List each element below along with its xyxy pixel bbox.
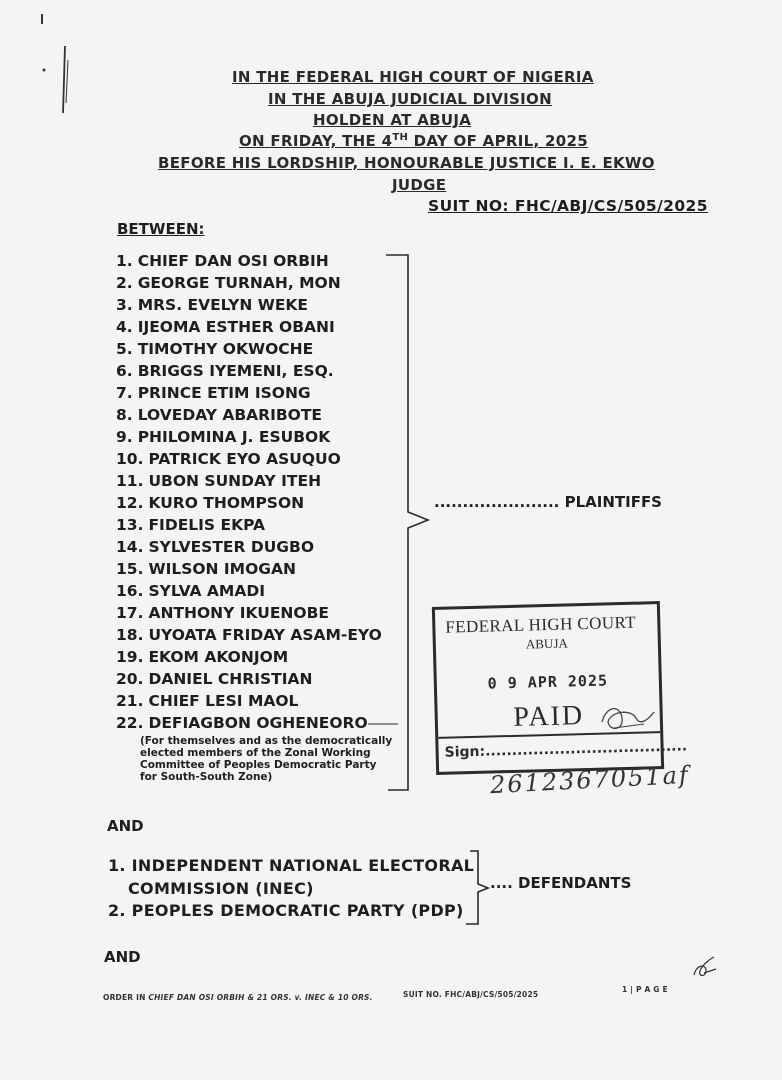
suit-number: SUIT NO: FHC/ABJ/CS/505/2025	[428, 197, 708, 215]
list-item: 1. CHIEF DAN OSI ORBIH	[116, 252, 329, 270]
list-item: 2. GEORGE TURNAH, MON	[116, 274, 341, 292]
defendants-brace	[462, 848, 492, 928]
plaintiffs-label: ...................... PLAINTIFFS	[434, 493, 662, 511]
list-item: 20. DANIEL CHRISTIAN	[116, 670, 313, 688]
defendant-2: 2. PEOPLES DEMOCRATIC PARTY (PDP)	[108, 901, 464, 920]
plaintiffs-list	[116, 250, 382, 734]
list-item: 13. FIDELIS EKPA	[116, 516, 266, 534]
plaintiffs-brace	[368, 250, 440, 800]
list-item: 14. SYLVESTER DUGBO	[116, 538, 315, 556]
stamp-sign: Sign:......................................	[444, 738, 688, 761]
list-item: 15. WILSON IMOGAN	[116, 560, 296, 578]
list-item: 18. UYOATA FRIDAY ASAM-EYO	[116, 626, 382, 644]
signature-scribble	[596, 698, 658, 738]
defendant-1-line-1: 1. INDEPENDENT NATIONAL ELECTORAL	[108, 856, 475, 875]
stamp-city: ABUJA	[525, 635, 568, 652]
handwritten-number: 2612367051af	[489, 760, 691, 800]
list-item: 17. ANTHONY IKUENOBE	[116, 604, 329, 622]
list-item: 16. SYLVA AMADI	[116, 582, 265, 600]
footer-page: 1 | P A G E	[622, 985, 668, 994]
judge-line: JUDGE	[392, 176, 447, 194]
list-item: 3. MRS. EVELYN WEKE	[116, 296, 309, 314]
date-prefix: ON FRIDAY, THE 4	[239, 132, 393, 150]
list-item: 21. CHIEF LESI MAOL	[116, 692, 299, 710]
margin-mark	[38, 8, 78, 118]
initials-mark	[690, 955, 720, 981]
holden-line: HOLDEN AT ABUJA	[313, 111, 472, 129]
list-item: 10. PATRICK EYO ASUQUO	[116, 450, 341, 468]
list-item: 8. LOVEDAY ABARIBOTE	[116, 406, 323, 424]
list-item: 9. PHILOMINA J. ESUBOK	[116, 428, 331, 446]
before-line: BEFORE HIS LORDSHIP, HONOURABLE JUSTICE I. E. EKWO	[158, 154, 655, 172]
date-suffix: DAY OF APRIL, 2025	[408, 132, 588, 150]
stamp-date: 0 9 APR 2025	[487, 671, 609, 693]
list-item: 12. KURO THOMPSON	[116, 494, 305, 512]
footer-order: ORDER IN CHIEF DAN OSI ORBIH & 21 ORS. v. INEC & 10 ORS.	[103, 993, 373, 1002]
between-label: BETWEEN:	[117, 220, 205, 238]
stamp-status: PAID	[512, 700, 585, 733]
division-line: IN THE ABUJA JUDICIAL DIVISION	[268, 90, 552, 108]
footer-suit: SUIT NO. FHC/ABJ/CS/505/2025	[403, 990, 539, 999]
defendant-1-line-2: COMMISSION (INEC)	[128, 879, 314, 898]
list-item: 22. DEFIAGBON OGHENEORO	[116, 714, 368, 732]
list-item: 11. UBON SUNDAY ITEH	[116, 472, 322, 490]
stamp-court: FEDERAL HIGH COURT	[445, 612, 637, 637]
court-title: IN THE FEDERAL HIGH COURT OF NIGERIA	[232, 68, 594, 86]
date-line	[239, 132, 588, 150]
list-item: 19. EKOM AKONJOM	[116, 648, 289, 666]
list-item: 6. BRIGGS IYEMENI, ESQ.	[116, 362, 334, 380]
and-label-2: AND	[104, 948, 141, 966]
list-item: 5. TIMOTHY OKWOCHE	[116, 340, 314, 358]
court-stamp	[432, 601, 688, 775]
list-item: 7. PRINCE ETIM ISONG	[116, 384, 311, 402]
defendants-label: .... DEFENDANTS	[490, 874, 632, 892]
list-item: 4. IJEOMA ESTHER OBANI	[116, 318, 335, 336]
and-label-1: AND	[107, 817, 144, 835]
date-sup: TH	[392, 132, 409, 143]
plaintiffs-note: (For themselves and as the democratically elected members of the Zonal Working Committee of Peoples Democratic Party for South-South Zone)	[140, 735, 393, 783]
